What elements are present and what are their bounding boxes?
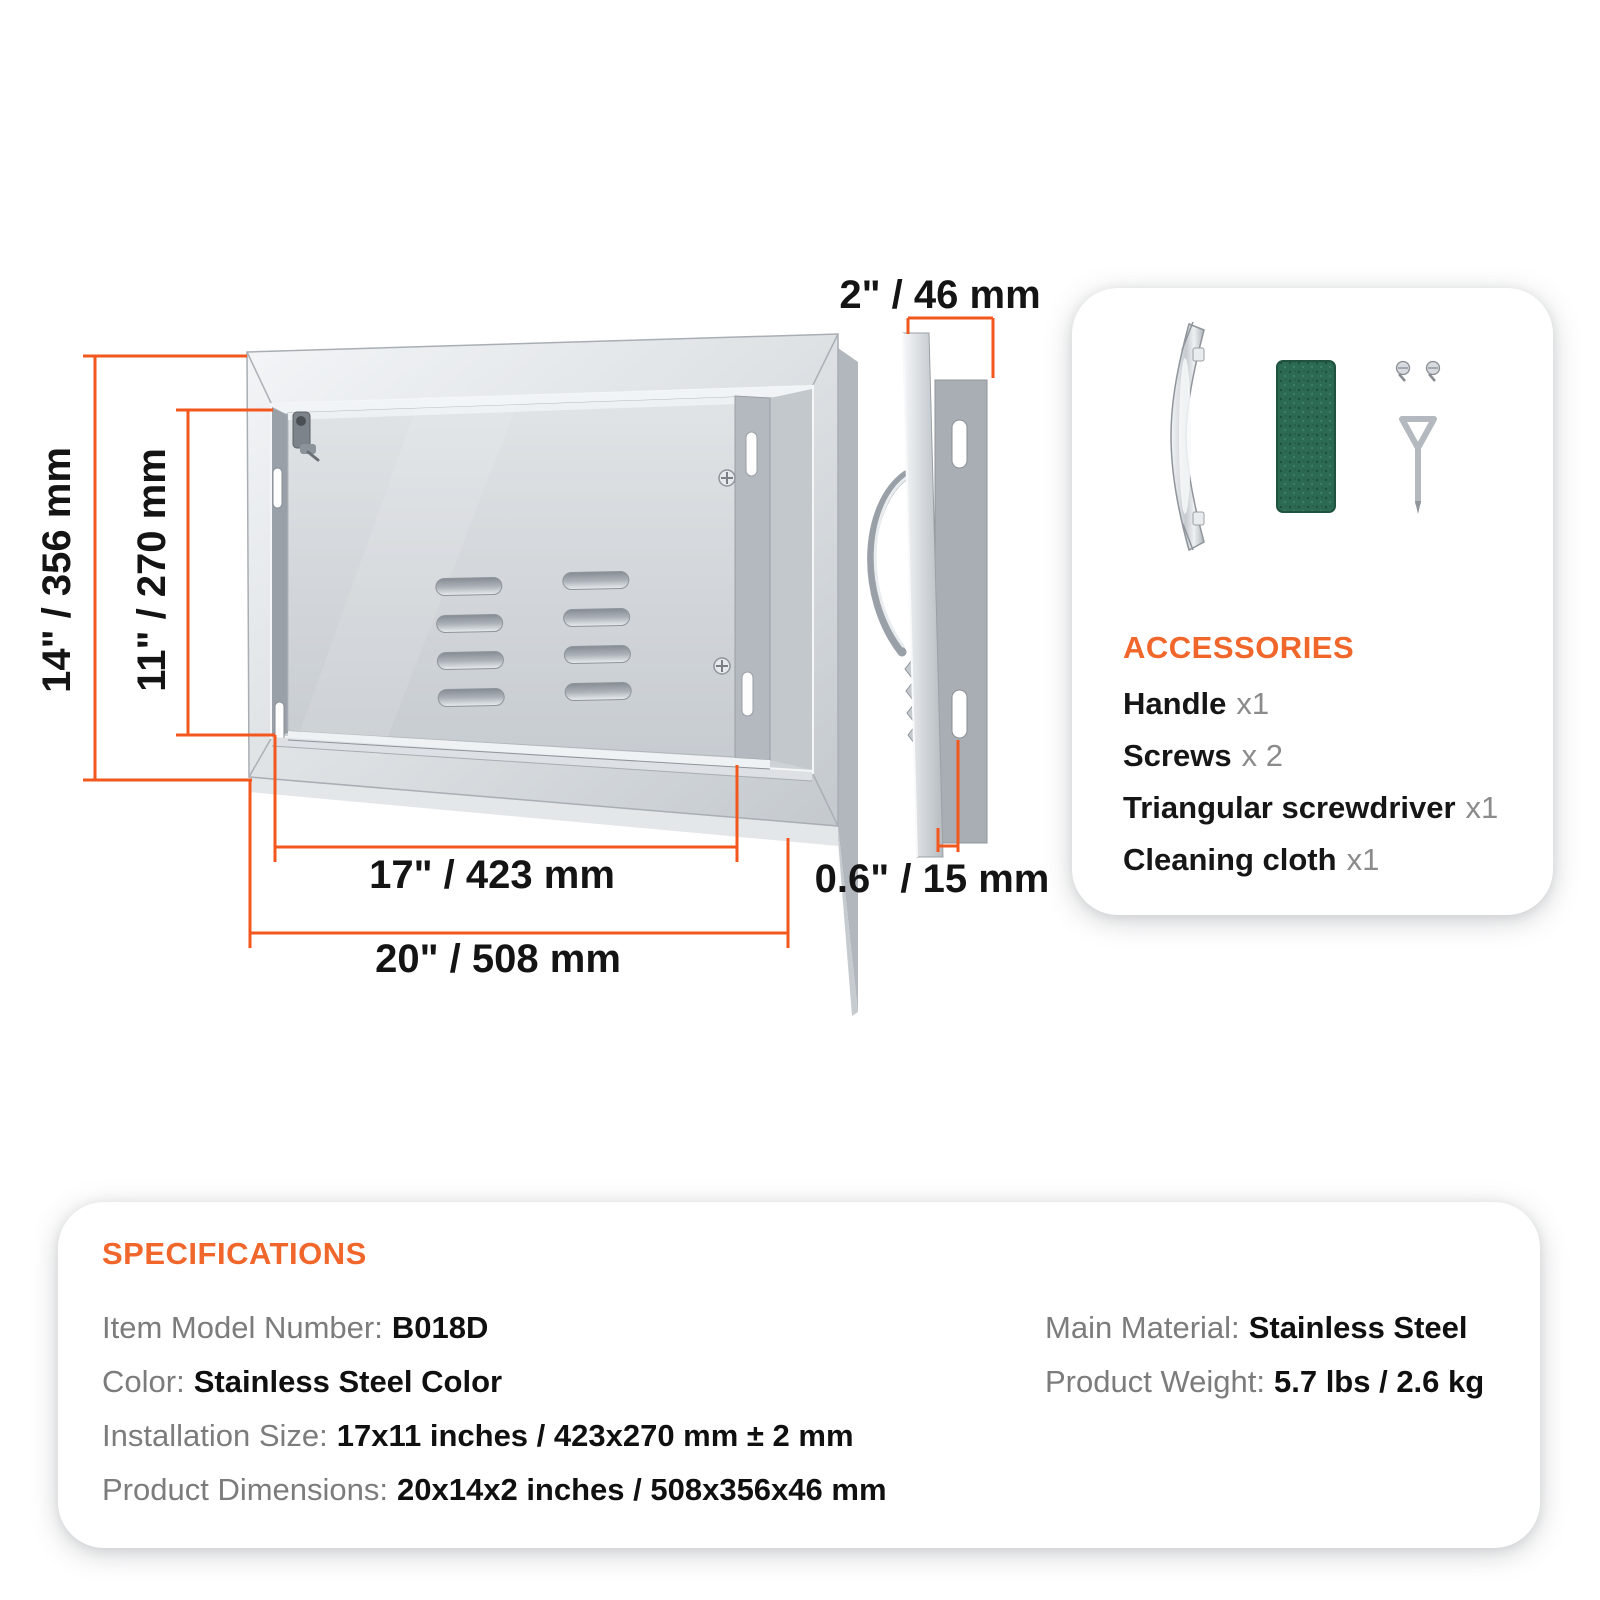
dim-outer-width-label: 20" / 508 mm: [375, 937, 621, 981]
spec-value: B018D: [391, 1310, 489, 1345]
accessory-qty: x1: [1236, 686, 1270, 721]
spec-label: Product Dimensions:: [102, 1472, 389, 1507]
spec-value: Stainless Steel Color: [193, 1364, 503, 1399]
spec-label: Color:: [102, 1364, 185, 1399]
spec-value: 17x11 inches / 423x270 mm ± 2 mm: [336, 1418, 854, 1453]
spec-label: Product Weight:: [1045, 1364, 1265, 1399]
mount-slot: [952, 690, 967, 738]
mount-slot: [952, 420, 967, 468]
spec-row-weight: [1045, 1364, 1484, 1400]
accessory-item-screws: [1123, 738, 1283, 774]
accessory-name: Handle: [1123, 686, 1227, 721]
triangular-screwdriver-image: [1402, 419, 1434, 514]
dim-flange-label: 0.6" / 15 mm: [814, 857, 1050, 901]
mount-slot: [742, 672, 753, 716]
accessory-qty: x1: [1346, 842, 1380, 877]
dim-outer-height-label: 14" / 356 mm: [35, 447, 79, 693]
specifications-title: SPECIFICATIONS: [102, 1236, 367, 1271]
spec-value: Stainless Steel: [1248, 1310, 1468, 1345]
accessory-qty: x1: [1465, 790, 1499, 825]
screws-image: [1397, 362, 1440, 382]
mount-slot: [746, 432, 757, 476]
accessory-name: Screws: [1123, 738, 1232, 773]
mount-slot: [273, 468, 282, 508]
spec-row-color: [102, 1364, 502, 1400]
panel-screw: [714, 658, 730, 674]
spec-row-installation-size: [102, 1418, 854, 1454]
door-front-view: [247, 334, 858, 1016]
specifications-card: [58, 1202, 1540, 1548]
accessory-item-cloth: [1123, 842, 1379, 878]
spec-row-material: [1045, 1310, 1468, 1346]
accessories-card: [1072, 288, 1553, 915]
dim-inner-height-label: 11" / 270 mm: [130, 448, 174, 692]
handle-image: [1171, 322, 1204, 550]
accessory-item-handle: [1123, 686, 1269, 722]
accessory-item-screwdriver: [1123, 790, 1498, 826]
spec-value: 20x14x2 inches / 508x356x46 mm: [397, 1472, 887, 1507]
dim-depth-label: 2" / 46 mm: [839, 273, 1041, 317]
spec-value: 5.7 lbs / 2.6 kg: [1273, 1364, 1485, 1399]
dim-inner-width-label: 17" / 423 mm: [369, 853, 615, 897]
accessory-name: Triangular screwdriver: [1123, 790, 1456, 825]
panel-screw: [719, 470, 735, 486]
spec-label: Item Model Number:: [102, 1310, 383, 1345]
spec-row-model: [102, 1310, 488, 1346]
accessories-title: ACCESSORIES: [1123, 630, 1355, 665]
spec-row-product-dimensions: [102, 1472, 887, 1508]
accessory-qty: x 2: [1241, 738, 1283, 773]
door-side-view: [872, 333, 987, 857]
accessories-art: [1072, 288, 1553, 618]
spec-label: Main Material:: [1045, 1310, 1240, 1345]
accessory-name: Cleaning cloth: [1123, 842, 1337, 877]
cleaning-cloth-image: [1277, 361, 1335, 512]
spec-label: Installation Size:: [102, 1418, 328, 1453]
